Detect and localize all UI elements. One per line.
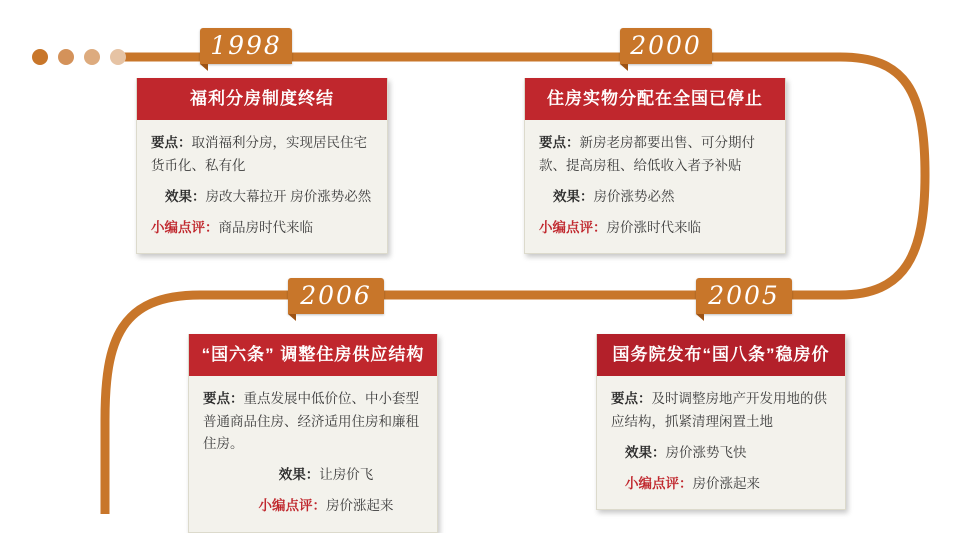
effect-label: 效果： (165, 188, 206, 204)
event-body-1998 (137, 120, 387, 253)
year-tab-2000[interactable]: 2000 (620, 28, 712, 64)
event-card-2005 (596, 334, 846, 510)
event-effect-row-2000 (539, 186, 771, 208)
year-tab-2005[interactable]: 2005 (696, 278, 792, 314)
event-effect-row-2006 (203, 464, 423, 486)
event-body-2006 (189, 376, 437, 531)
year-tab-1998[interactable]: 1998 (200, 28, 292, 64)
event-points-row-1998 (151, 132, 373, 177)
event-effect-row-1998 (151, 186, 373, 208)
effect-text: 房价涨势飞快 (665, 444, 747, 460)
effect-label: 效果： (278, 467, 320, 483)
key-points-text: 新房老房都要出售、可分期付款、提高房租、给低收入者予补贴 (539, 135, 755, 173)
effect-label: 效果： (553, 188, 594, 204)
event-card-2006 (188, 334, 438, 533)
event-note-row-2005 (611, 473, 831, 495)
editor-note-label: 小编点评： (539, 220, 607, 236)
event-note-row-2000 (539, 217, 771, 239)
timeline-dot-4 (110, 49, 126, 65)
key-points-label: 要点： (539, 135, 580, 151)
editor-note-label: 小编点评： (151, 220, 219, 236)
event-title-2005: 国务院发布“国八条”稳房价 (597, 334, 845, 376)
editor-note-text: 房价涨起来 (326, 498, 394, 514)
event-note-row-2006 (203, 495, 423, 517)
editor-note-label: 小编点评： (258, 498, 326, 514)
event-title-1998: 福利分房制度终结 (137, 78, 387, 120)
year-tab-2006[interactable]: 2006 (288, 278, 384, 314)
timeline-dot-3 (84, 49, 100, 65)
event-note-row-1998 (151, 217, 373, 239)
event-card-1998 (136, 78, 388, 254)
event-points-row-2000 (539, 132, 771, 177)
key-points-label: 要点： (611, 391, 652, 407)
editor-note-text: 商品房时代来临 (218, 220, 313, 236)
effect-text: 房价涨势必然 (593, 188, 675, 204)
key-points-text: 及时调整房地产开发用地的供应结构，抓紧清理闲置土地 (611, 391, 827, 429)
timeline-dot-1 (32, 49, 48, 65)
editor-note-text: 房价涨起来 (692, 476, 760, 492)
event-body-2000 (525, 120, 785, 253)
event-points-row-2006 (203, 388, 423, 455)
editor-note-label: 小编点评： (625, 476, 693, 492)
event-card-2000 (524, 78, 786, 254)
event-effect-row-2005 (611, 442, 831, 464)
event-body-2005 (597, 376, 845, 509)
effect-label: 效果： (625, 444, 666, 460)
event-points-row-2005 (611, 388, 831, 433)
key-points-label: 要点： (203, 391, 244, 407)
effect-text: 让房价飞 (319, 467, 374, 483)
key-points-label: 要点： (151, 135, 192, 151)
event-title-2006: “国六条” 调整住房供应结构 (189, 334, 437, 376)
key-points-text: 取消福利分房，实现居民住宅货币化、私有化 (151, 135, 367, 173)
key-points-text: 重点发展中低价位、中小套型普通商品住房、经济适用住房和廉租住房。 (203, 391, 419, 451)
event-title-2000: 住房实物分配在全国已停止 (525, 78, 785, 120)
effect-text: 房改大幕拉开 房价涨势必然 (205, 188, 372, 204)
timeline-dot-2 (58, 49, 74, 65)
editor-note-text: 房价涨时代来临 (606, 220, 701, 236)
